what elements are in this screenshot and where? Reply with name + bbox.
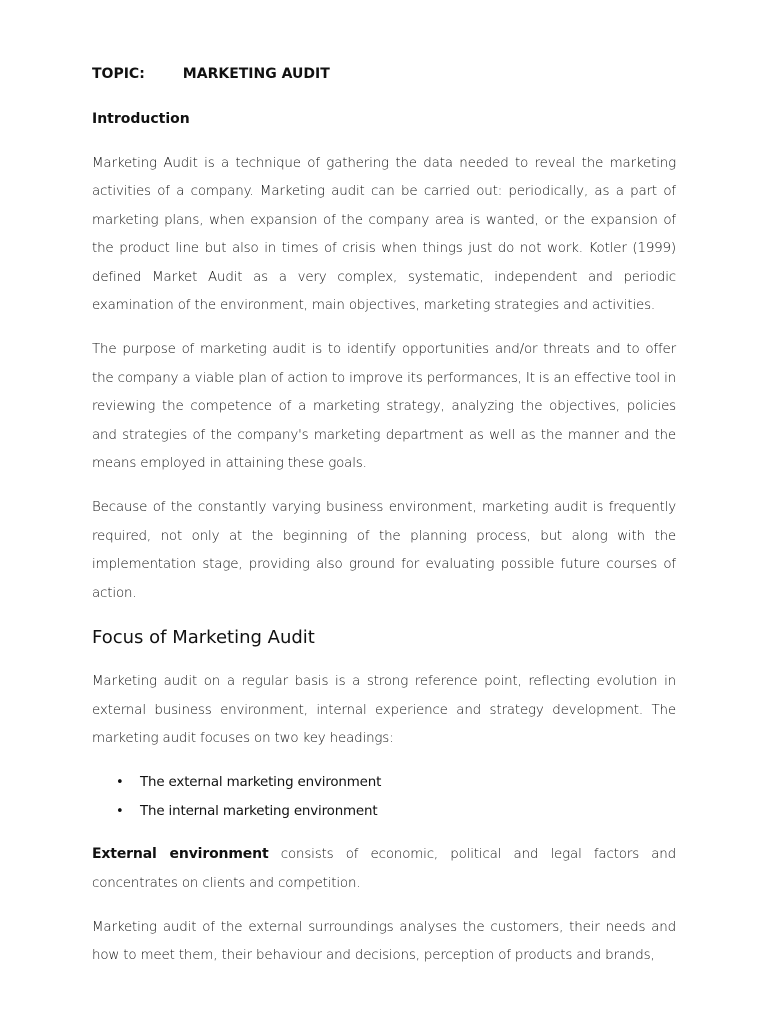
external-surroundings-paragraph: Marketing audit of the external surroundings analyses the customers, their needs and how to meet them, their behaviour and decisions, perception of products and brands, xyxy=(92,919,676,964)
section-heading-introduction: Introduction xyxy=(92,111,190,127)
topic-line xyxy=(92,62,676,86)
intro-paragraph-1: Marketing Audit is a technique of gathering the data needed to reveal the marketing activities of a company. Marketing audit can be carried out: periodically, as a part of marketing plans, when expansion of the company area is wanted, or the expansion of the product line but also in times of crisis when things just do not work. Kotler (1999) defined Market Audit as a very complex, systematic, independent and periodic examination of the environment, main objectives, marketing strategies and activities. xyxy=(92,156,676,314)
bullet-icon: • xyxy=(116,803,124,819)
focus-paragraph: Marketing audit on a regular basis is a strong reference point, reflecting evolution in external business environment, internal experience and strategy development. The marketing audit focuses on two key headings: xyxy=(92,674,676,746)
list-item-text: The external marketing environment xyxy=(140,775,382,791)
focus-bullet-list xyxy=(92,769,676,826)
list-item xyxy=(116,798,676,826)
external-environment-definition: consists of economic, political and legal factors and concentrates on clients and competition. xyxy=(92,847,676,891)
topic-value: MARKETING AUDIT xyxy=(182,66,330,82)
document-content xyxy=(92,62,676,987)
topic-label: TOPIC: xyxy=(92,66,145,82)
bullet-icon: • xyxy=(116,775,124,791)
external-environment-term: External environment xyxy=(92,846,269,863)
external-environment-paragraph xyxy=(92,840,676,898)
intro-paragraph-3: Because of the constantly varying business environment, marketing audit is frequently required, not only at the beginning of the planning process, but along with the implementation stage, providing also ground for evaluating possible future courses of action. xyxy=(92,500,676,601)
list-item xyxy=(116,769,676,797)
list-item-text: The internal marketing environment xyxy=(140,803,378,819)
section-heading-focus: Focus of Marketing Audit xyxy=(92,627,315,649)
intro-paragraph-2: The purpose of marketing audit is to identify opportunities and/or threats and to offer the company a viable plan of action to improve its performances, It is an effective tool in reviewing the competence of a marketing strategy, analyzing the objectives, policies and strategies of the company's marketing department as well as the manner and the means employed in attaining these goals. xyxy=(92,342,676,472)
